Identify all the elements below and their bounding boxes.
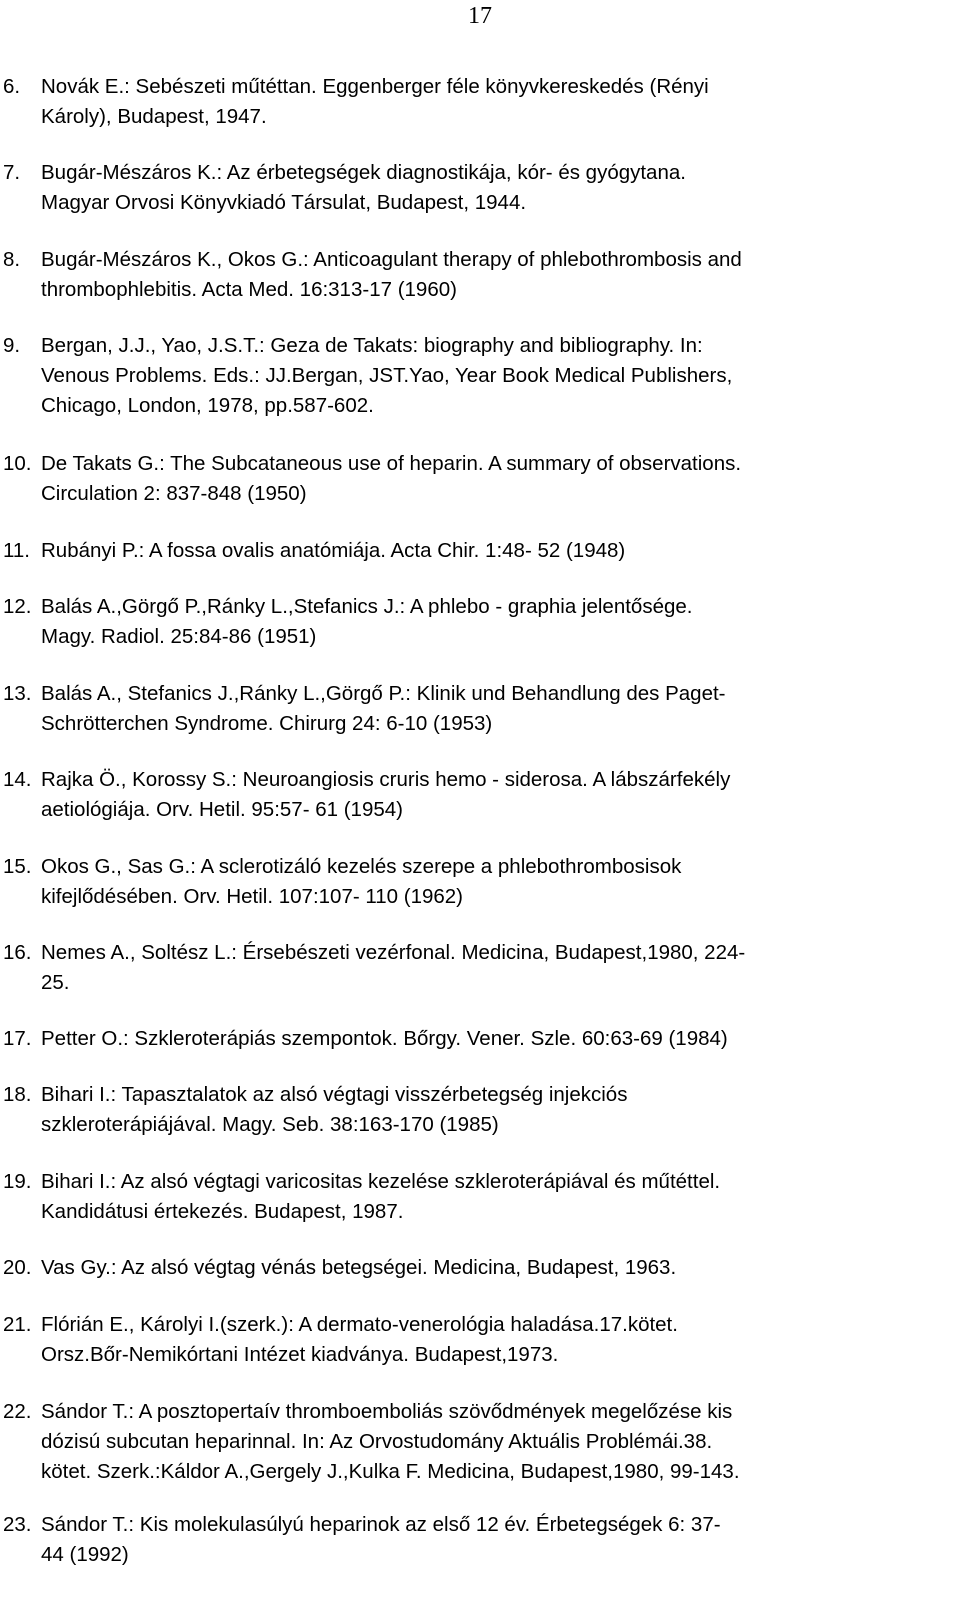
reference-line: thrombophlebitis. Acta Med. 16:313-17 (1960) [41,278,457,301]
reference-number: 22. [3,1400,32,1423]
reference-text [41,158,946,218]
reference-line: Bihari I.: Az alsó végtagi varicositas kezelése szkleroterápiával és műtéttel. [41,1170,721,1193]
reference-line: Circulation 2: 837-848 (1950) [41,482,307,505]
page-number: 17 [468,3,492,29]
reference-number: 14. [3,768,32,791]
reference-line: Flórián E., Károlyi I.(szerk.): A dermato-venerológia haladása.17.kötet. [41,1313,678,1336]
reference-line: Bugár-Mészáros K., Okos G.: Anticoagulant therapy of phlebothrombosis and [41,248,742,271]
reference-number: 7. [3,161,21,184]
reference-number: 10. [3,452,32,475]
reference-number: 15. [3,855,32,878]
reference-line: Bugár-Mészáros K.: Az érbetegségek diagnostikája, kór- és gyógytana. [41,161,686,184]
reference-number: 16. [3,941,32,964]
reference-text [41,1253,946,1283]
reference-text [41,1024,946,1054]
reference-number: 17. [3,1027,32,1050]
reference-line: Okos G., Sas G.: A sclerotizáló kezelés szerepe a phlebothrombosisok [41,855,682,878]
reference-line: Bergan, J.J., Yao, J.S.T.: Geza de Takats: biography and bibliography. In: [41,334,703,357]
reference-text [41,1167,946,1227]
reference-text [41,536,946,566]
reference-line: Novák E.: Sebészeti műtéttan. Eggenberger féle könyvkereskedés (Rényi [41,75,709,98]
reference-line: De Takats G.: The Subcataneous use of heparin. A summary of observations. [41,452,742,475]
reference-number: 8. [3,248,21,271]
reference-line: kötet. Szerk.:Káldor A.,Gergely J.,Kulka F. Medicina, Budapest,1980, 99-143. [41,1460,740,1483]
reference-line: aetiológiája. Orv. Hetil. 95:57- 61 (1954) [41,798,403,821]
reference-text [41,331,946,421]
reference-line: Rubányi P.: A fossa ovalis anatómiája. Acta Chir. 1:48- 52 (1948) [41,539,626,562]
reference-line: Károly), Budapest, 1947. [41,105,267,128]
reference-text [41,1080,946,1140]
reference-line: Magyar Orvosi Könyvkiadó Társulat, Budapest, 1944. [41,191,527,214]
reference-text [41,72,946,132]
reference-number: 20. [3,1256,32,1279]
reference-line: szkleroterápiájával. Magy. Seb. 38:163-170 (1985) [41,1113,499,1136]
reference-line: 44 (1992) [41,1543,129,1566]
reference-line: Kandidátusi értekezés. Budapest, 1987. [41,1200,404,1223]
reference-line: Balás A.,Görgő P.,Ránky L.,Stefanics J.: A phlebo - graphia jelentősége. [41,595,693,618]
reference-text [41,245,946,305]
reference-line: Sándor T.: A posztopertaív thromboemboliás szövődmények megelőzése kis [41,1400,733,1423]
reference-number: 23. [3,1513,32,1536]
reference-line: Sándor T.: Kis molekulasúlyú heparinok az első 12 év. Érbetegségek 6: 37- [41,1513,721,1536]
reference-line: Rajka Ö., Korossy S.: Neuroangiosis cruris hemo - siderosa. A lábszárfekély [41,768,731,791]
reference-line: Magy. Radiol. 25:84-86 (1951) [41,625,317,648]
reference-line: Venous Problems. Eds.: JJ.Bergan, JST.Yao, Year Book Medical Publishers, [41,364,733,387]
reference-text [41,679,946,739]
reference-line: Balás A., Stefanics J.,Ránky L.,Görgő P.: Klinik und Behandlung des Paget- [41,682,726,705]
reference-text [41,1397,946,1487]
reference-text [41,765,946,825]
reference-number: 19. [3,1170,32,1193]
reference-text [41,1310,946,1370]
reference-line: Nemes A., Soltész L.: Érsebészeti vezérfonal. Medicina, Budapest,1980, 224- [41,941,746,964]
reference-number: 21. [3,1313,32,1336]
reference-number: 9. [3,334,21,357]
reference-text [41,592,946,652]
reference-number: 11. [3,539,30,562]
reference-line: Chicago, London, 1978, pp.587-602. [41,394,374,417]
reference-text [41,1510,946,1570]
reference-line: Orsz.Bőr-Nemikórtani Intézet kiadványa. Budapest,1973. [41,1343,559,1366]
reference-text [41,852,946,912]
reference-text [41,449,946,509]
reference-line: kifejlődésében. Orv. Hetil. 107:107- 110 (1962) [41,885,464,908]
reference-number: 18. [3,1083,32,1106]
reference-line: 25. [41,971,70,994]
reference-number: 12. [3,595,32,618]
reference-number: 6. [3,75,21,98]
reference-text [41,938,946,998]
reference-line: Vas Gy.: Az alsó végtag vénás betegségei. Medicina, Budapest, 1963. [41,1256,677,1279]
reference-line: Petter O.: Szkleroterápiás szempontok. Bőrgy. Vener. Szle. 60:63-69 (1984) [41,1027,728,1050]
reference-number: 13. [3,682,32,705]
reference-line: dózisú subcutan heparinnal. In: Az Orvostudomány Aktuális Problémái.38. [41,1430,713,1453]
reference-line: Schrötterchen Syndrome. Chirurg 24: 6-10 (1953) [41,712,493,735]
reference-line: Bihari I.: Tapasztalatok az alsó végtagi visszérbetegség injekciós [41,1083,628,1106]
